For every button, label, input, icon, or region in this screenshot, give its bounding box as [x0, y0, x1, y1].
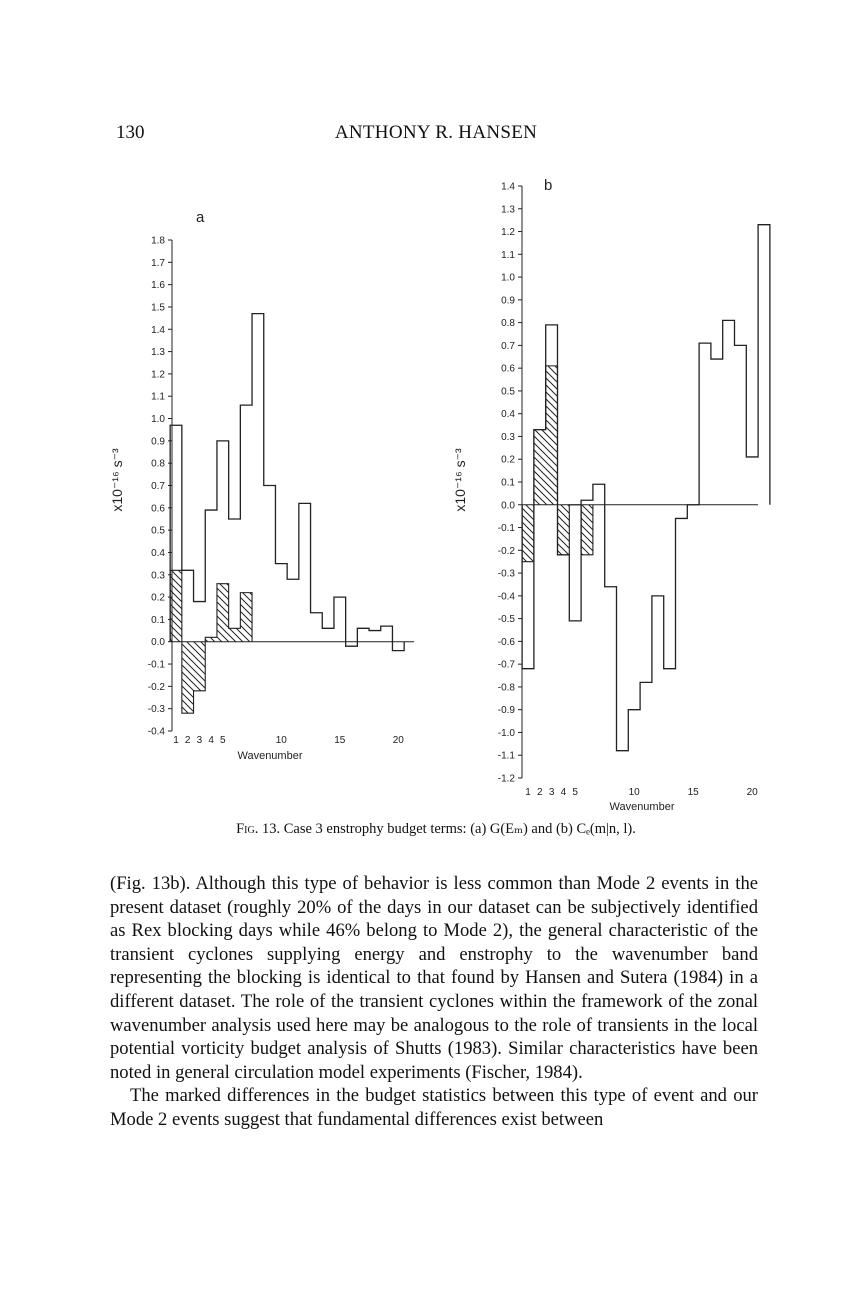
x-tick-label: 3 — [196, 735, 203, 746]
y-axis-label: x10⁻¹⁶ s⁻³ — [452, 448, 468, 512]
y-tick-label: 1.1 — [151, 391, 165, 403]
running-head-author: ANTHONY R. HANSEN — [334, 122, 538, 143]
y-tick-label: -1.2 — [497, 773, 515, 785]
y-tick-label: 1.5 — [151, 302, 165, 314]
x-tick-label: 2 — [537, 787, 543, 798]
y-tick-label: 0.3 — [501, 431, 515, 443]
y-tick-label: -0.8 — [497, 682, 515, 694]
y-tick-label: -0.5 — [497, 614, 515, 626]
y-tick-label: 1.6 — [151, 280, 165, 292]
series-outline — [170, 314, 404, 651]
y-tick-label: 0.4 — [151, 547, 165, 559]
x-tick-label: 10 — [275, 735, 287, 746]
y-tick-label: 0.8 — [151, 458, 165, 470]
x-axis-label: Wavenumber — [237, 750, 303, 762]
panel-label: a — [196, 209, 205, 226]
series-outline — [522, 225, 770, 751]
y-tick-label: 0.6 — [151, 503, 165, 515]
x-axis-label: Wavenumber — [609, 801, 675, 813]
y-tick-label: -0.6 — [497, 636, 515, 648]
y-tick-label: -0.9 — [497, 705, 515, 717]
chart-panel-b — [452, 177, 770, 813]
x-tick-label: 5 — [220, 735, 226, 746]
y-tick-label: 1.3 — [501, 204, 515, 216]
y-tick-label: -0.2 — [147, 681, 165, 693]
y-tick-label: 0.2 — [501, 454, 515, 466]
y-tick-label: 1.3 — [151, 347, 165, 359]
y-tick-label: 0.6 — [501, 363, 515, 375]
y-tick-label: 0.9 — [501, 295, 515, 307]
y-tick-label: 0.9 — [151, 436, 165, 448]
figure-caption-prefix: Fig. 13. — [236, 821, 281, 837]
y-tick-label: -0.4 — [497, 591, 515, 603]
x-tick-label: 15 — [334, 735, 346, 746]
y-tick-label: 0.3 — [151, 570, 165, 582]
y-tick-label: 1.4 — [501, 181, 515, 193]
y-tick-label: 1.4 — [151, 324, 165, 336]
y-tick-label: 0.0 — [501, 500, 515, 512]
y-tick-label: 1.8 — [151, 235, 165, 247]
y-tick-label: 0.4 — [501, 409, 515, 421]
y-tick-label: -0.1 — [147, 659, 165, 671]
panel-label: b — [544, 177, 553, 194]
y-tick-label: -0.7 — [497, 659, 515, 671]
page-number: 130 — [116, 122, 145, 143]
y-tick-label: 0.8 — [501, 318, 515, 330]
series-hatched — [170, 570, 252, 713]
x-tick-label: 10 — [628, 787, 640, 798]
paragraph: The marked differences in the budget statistics between this type of event and our Mode 2 events suggest that fundamental differences exist between — [110, 1085, 758, 1130]
y-tick-label: -0.3 — [497, 568, 515, 580]
y-tick-label: -0.2 — [497, 545, 515, 557]
y-tick-label: 1.0 — [151, 414, 165, 426]
x-tick-label: 3 — [548, 787, 555, 798]
y-tick-label: 0.2 — [151, 592, 165, 604]
x-tick-label: 4 — [560, 787, 567, 798]
y-axis-label: x10⁻¹⁶ s⁻³ — [109, 448, 125, 512]
y-tick-label: 1.1 — [501, 249, 515, 261]
x-tick-label: 15 — [687, 787, 699, 798]
y-tick-label: 0.1 — [501, 477, 515, 489]
body-text — [110, 872, 758, 1132]
y-tick-label: 0.1 — [151, 614, 165, 626]
y-tick-label: -0.4 — [147, 726, 165, 738]
y-tick-label: 1.0 — [501, 272, 515, 284]
y-tick-label: 1.2 — [501, 227, 515, 239]
y-tick-label: 0.5 — [501, 386, 515, 398]
x-tick-label: 1 — [525, 787, 531, 798]
x-tick-label: 20 — [746, 787, 758, 798]
y-tick-label: 0.0 — [151, 637, 165, 649]
y-tick-label: -0.3 — [147, 704, 165, 716]
y-tick-label: -1.1 — [497, 750, 515, 762]
paragraph: (Fig. 13b). Although this type of behavior is less common than Mode 2 events in the present dataset (roughly 20% of the days in our dataset can be subjectively identified as Rex blocking days while 46% belong to Mode 2), the general characteristic of the transient cyclones supplying energy and enstrophy to the wavenumber band representing the blocking is identical to that found by Hansen and Sutera (1984) in a different dataset. The role of the transient cyclones within the framework of the zonal wavenumber analysis used here may be analogous to the role of transients in the local potential vorticity budget analysis of Shutts (1983). Similar characteristics have been noted in general circulation model experiments (Fischer, 1984). — [110, 873, 758, 1083]
y-tick-label: 0.7 — [151, 481, 165, 492]
y-tick-label: 1.7 — [151, 257, 165, 269]
x-tick-label: 1 — [173, 735, 179, 746]
chart-panel-a — [109, 209, 414, 762]
x-tick-label: 4 — [208, 735, 214, 746]
x-tick-label: 20 — [392, 735, 404, 746]
y-tick-label: -1.0 — [497, 727, 515, 739]
y-tick-label: 0.5 — [151, 525, 165, 537]
x-tick-label: 2 — [184, 735, 191, 746]
y-tick-label: -0.1 — [497, 523, 515, 535]
figure-caption — [116, 821, 756, 838]
x-tick-label: 5 — [572, 787, 578, 798]
figure-caption-text: Case 3 enstrophy budget terms: (a) G(Eₘ) and (b) Cₑ(m|n, l). — [280, 821, 636, 837]
y-tick-label: 1.2 — [151, 369, 165, 381]
y-tick-label: 0.7 — [501, 340, 515, 352]
